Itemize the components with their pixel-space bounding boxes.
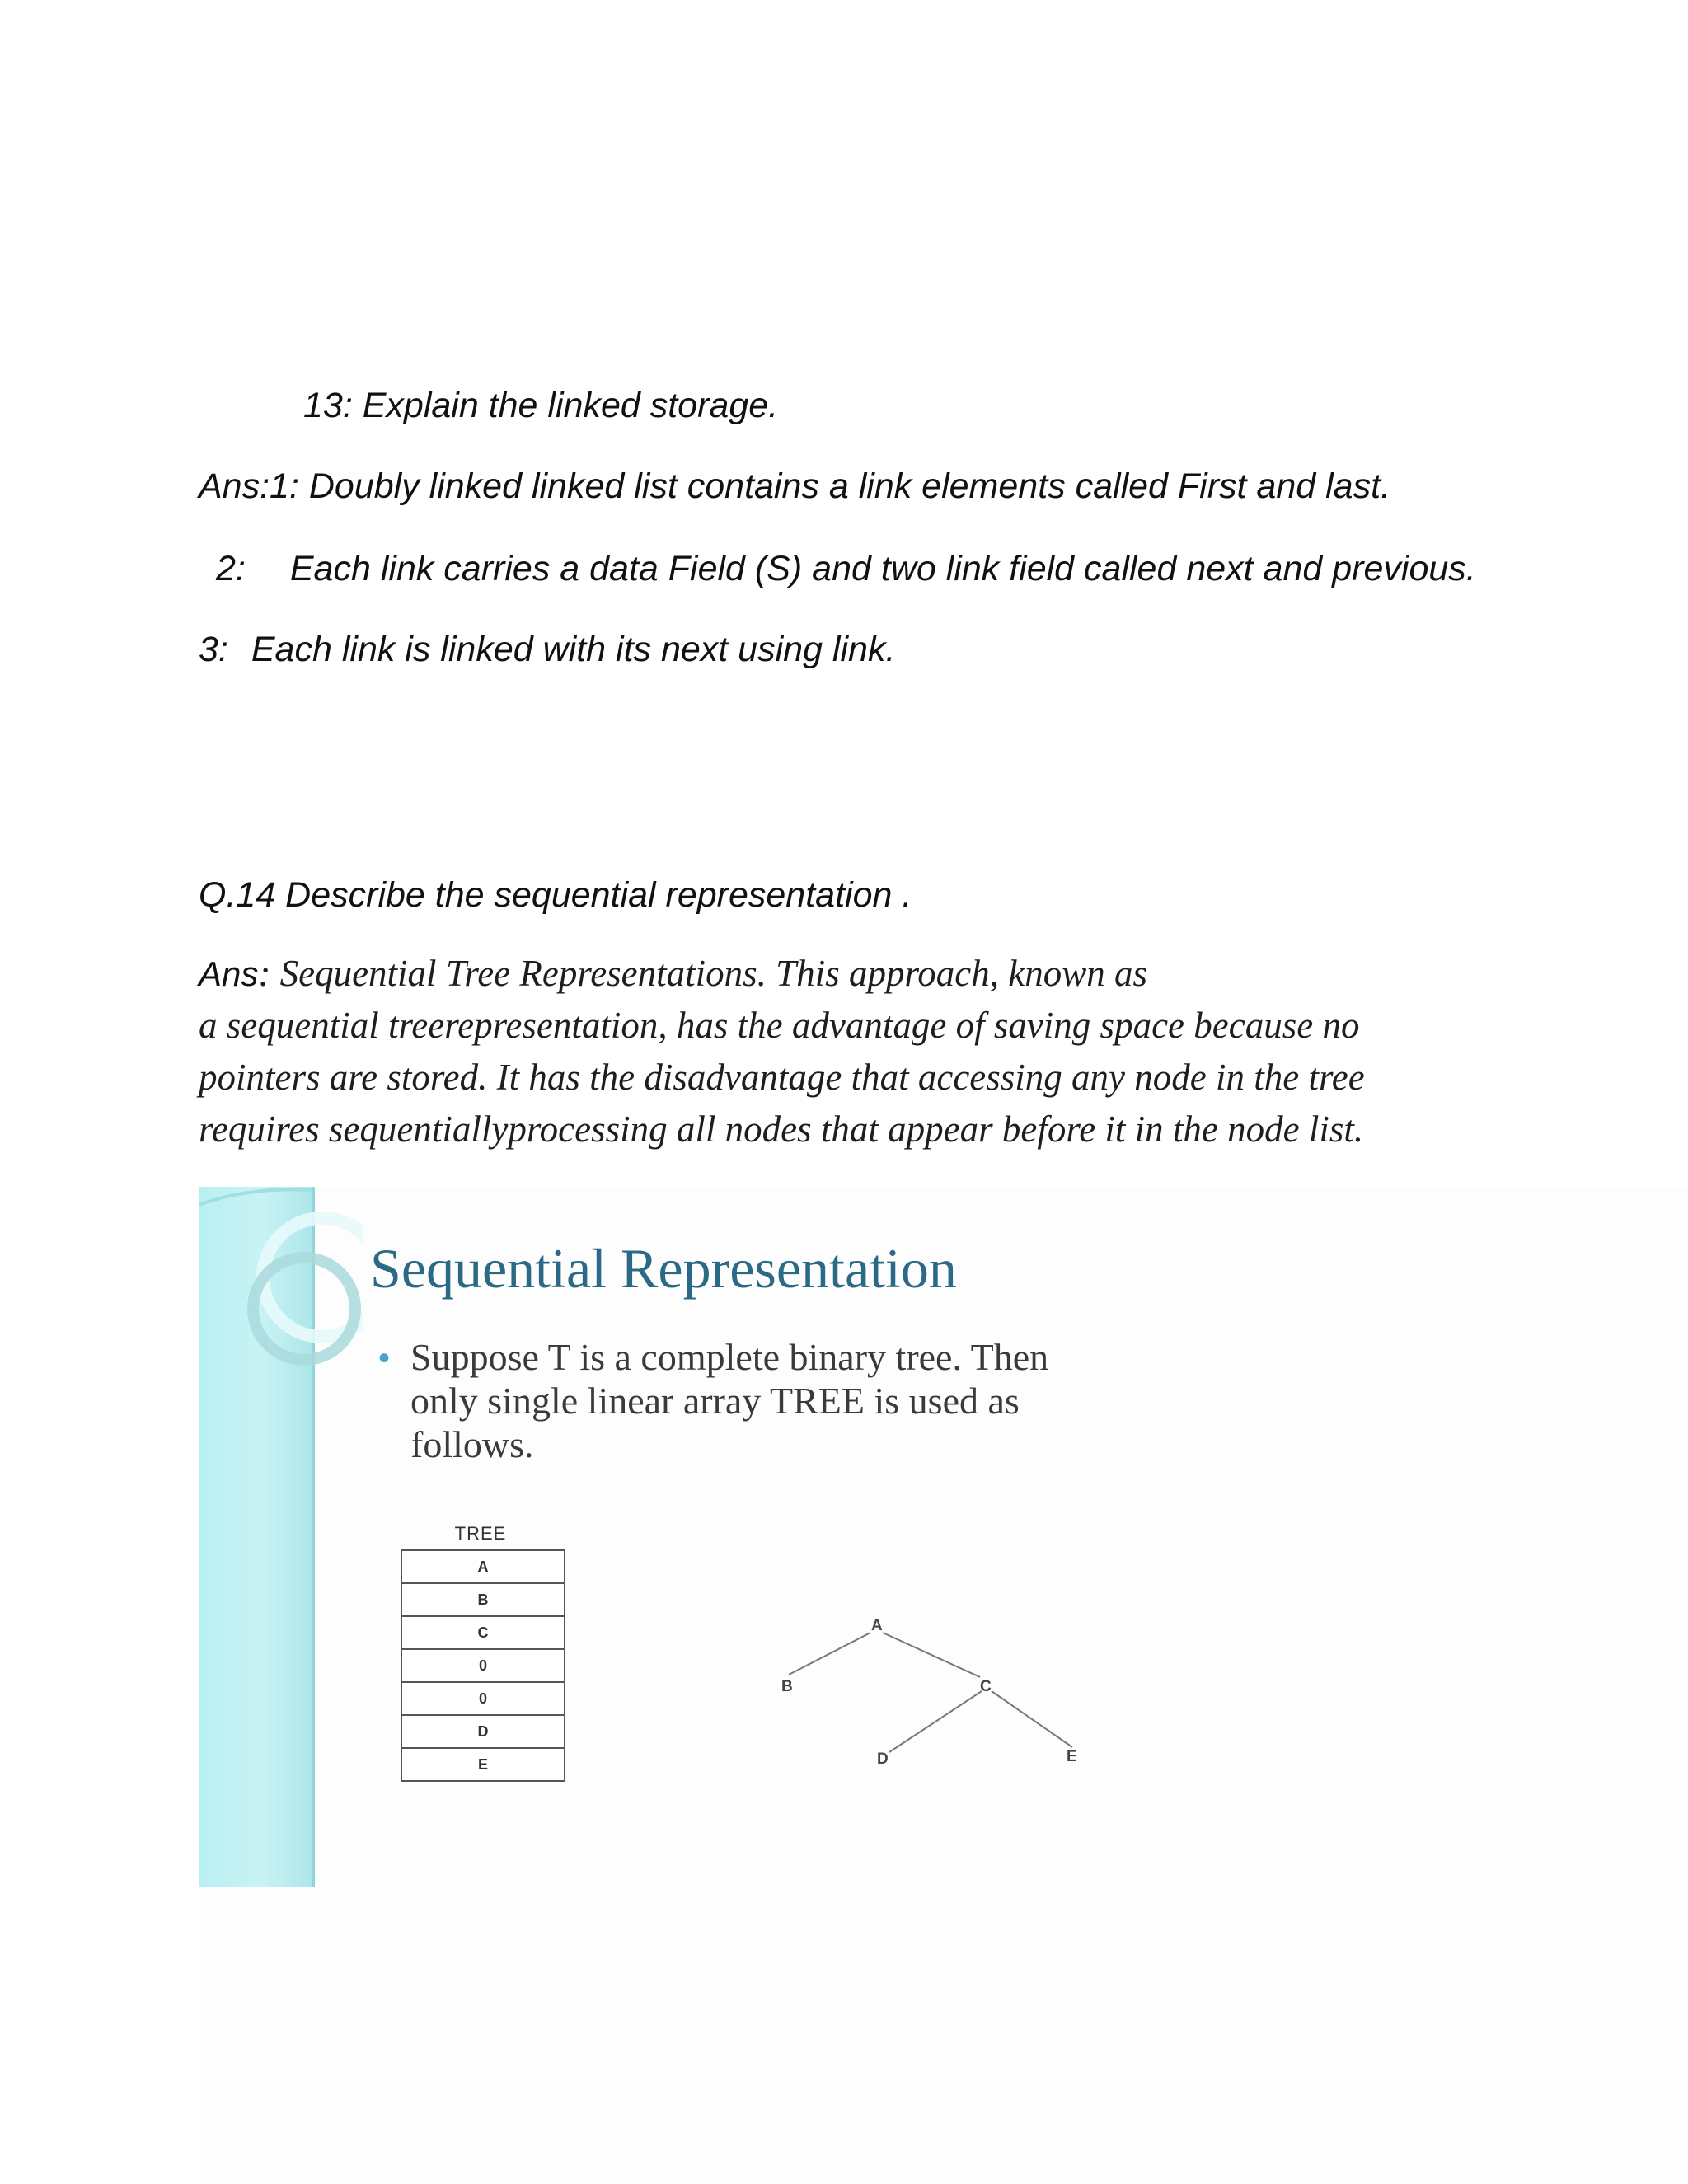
slide-bullet-line-2: only single linear array TREE is used as (410, 1380, 1020, 1422)
tree-edge-c-e (992, 1691, 1072, 1747)
bullet-icon: • (378, 1340, 391, 1376)
answer-13-line-2-text: Each link carries a data Field (S) and two link field called next and previous. (289, 549, 1476, 588)
question-13: 13: Explain the linked storage. (303, 386, 779, 425)
sequential-representation-slide-image (199, 1187, 1688, 2184)
array-cell: C (402, 1617, 564, 1650)
array-cell: A (402, 1551, 564, 1584)
slide-title: Sequential Representation (370, 1237, 957, 1300)
array-cell: D (402, 1716, 564, 1749)
array-cell: 0 (402, 1683, 564, 1716)
slide-bullet-line-3: follows. (410, 1423, 534, 1465)
answer-14-line-1 (199, 948, 1484, 1000)
array-label: TREE (454, 1523, 507, 1544)
answer-14-line-2: a sequential treerepresentation, has the advantage of saving space because no (199, 1005, 1360, 1046)
array-cell: 0 (402, 1650, 564, 1683)
tree-node-label: A (871, 1617, 883, 1634)
answer-14-label: Ans (199, 954, 259, 993)
array-cell: E (402, 1749, 564, 1782)
tree-edge-a-b (789, 1633, 870, 1675)
tree-node-label: E (1067, 1748, 1077, 1765)
slide-bullet-line-1: Suppose T is a complete binary tree. Then (410, 1336, 1049, 1378)
answer-13-line-2 (216, 546, 1476, 592)
answer-13-line-2-number: 2: (216, 549, 246, 588)
tree-edge-c-d (889, 1691, 982, 1752)
answer-13-line-3 (199, 626, 895, 673)
answer-13-line-1: Ans:1: Doubly linked linked list contains a link elements called First and last. (199, 466, 1390, 506)
answer-14-paragraph (199, 948, 1484, 1155)
array-cell: B (402, 1584, 564, 1617)
tree-edge-a-c (883, 1633, 980, 1677)
binary-tree-diagram (199, 1187, 1688, 2184)
answer-13-line-3-number: 3: (199, 630, 228, 669)
tree-node-label: B (781, 1678, 793, 1695)
tree-node-label: C (980, 1678, 992, 1695)
question-14: Q.14 Describe the sequential representation . (199, 875, 912, 915)
answer-14-line-3: pointers are stored. It has the disadvantage that accessing any node in the tree (199, 1057, 1365, 1098)
tree-node-label: D (877, 1750, 889, 1768)
answer-13-line-3-text: Each link is linked with its next using link. (251, 630, 896, 669)
answer-14-line-4: requires sequentiallyprocessing all nodes that appear before it in the node list. (199, 1108, 1364, 1150)
answer-14-line-1-text: : Sequential Tree Representations. This approach, known as (258, 953, 1148, 994)
